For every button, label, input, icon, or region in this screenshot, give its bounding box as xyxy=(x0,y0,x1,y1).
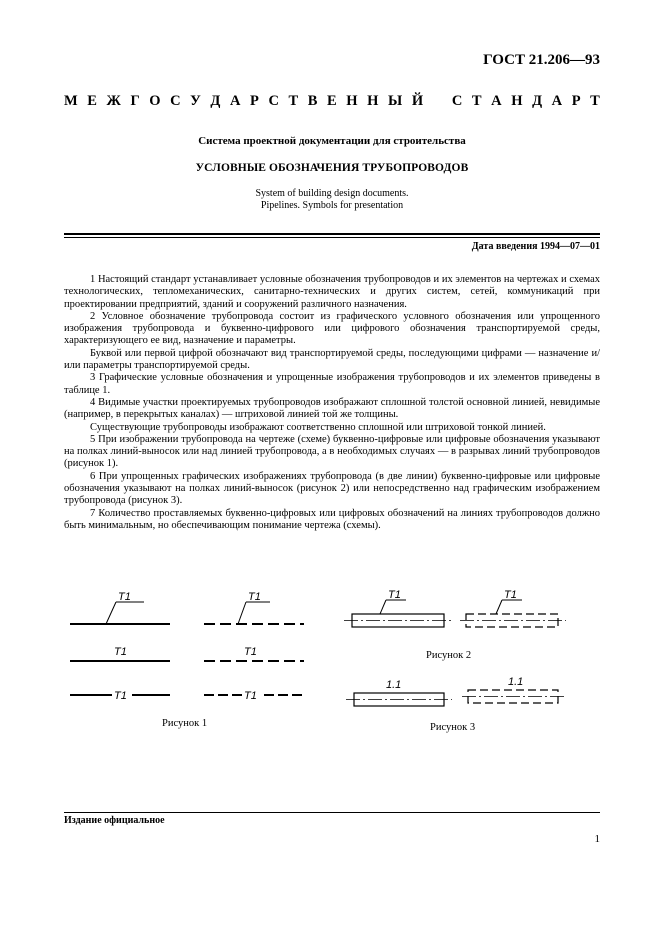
fig1-solid-pipe-leader xyxy=(70,591,170,624)
banner-letter: Ж xyxy=(106,93,121,109)
paragraph: 4 Видимые участки проектируемых трубопроводов изображают сплошной толстой основной линией, невидимые (например, в перекрытых каналах) — штриховой линией той же толщины. xyxy=(64,396,600,421)
fig3-caption: Рисунок 3 xyxy=(430,722,476,733)
banner-letter: Н xyxy=(367,93,379,109)
fig3-label: 1.1 xyxy=(386,679,402,691)
fig2-caption: Рисунок 2 xyxy=(426,650,472,661)
fig3-dashed-double-pipe xyxy=(462,676,566,703)
title-divider-thin xyxy=(64,237,600,238)
banner-letter: Е xyxy=(87,93,97,109)
english-title-line-2: Pipelines. Symbols for presentation xyxy=(260,200,404,211)
fig1-dashed-pipe-over xyxy=(204,646,304,661)
banner-letter: Д xyxy=(532,93,543,109)
banner-letter: В xyxy=(307,93,318,109)
fig1-dashed-pipe-leader xyxy=(204,591,304,624)
banner-letter: Г xyxy=(130,93,140,109)
banner-letter: Т xyxy=(471,93,482,109)
english-title-line-1: System of building design documents. xyxy=(255,188,409,199)
document-title: УСЛОВНЫЕ ОБОЗНАЧЕНИЯ ТРУБОПРОВОДОВ xyxy=(195,162,469,174)
paragraph: Буквой или первой цифрой обозначают вид транспортируемой среды, последующими цифрами — назначение и/или параметры транспортируемой среды. xyxy=(64,347,600,372)
banner-letter: У xyxy=(190,93,201,109)
effective-date: Дата введения 1994—07—01 xyxy=(471,241,600,252)
standard-banner xyxy=(64,93,600,110)
paragraph: 1 Настоящий стандарт устанавливает условные обозначения трубопроводов и их элементов на чертежах и схемах технологических, тепломеханических, санитарно-технических и других систем, сетей, коммуникаций при проектировании предприятий, зданий и сооружений различного назначения. xyxy=(64,274,600,310)
banner-letter: С xyxy=(451,93,463,109)
banner-letter: Н xyxy=(511,93,523,109)
banner-letter: А xyxy=(491,93,502,109)
banner-letter: Т xyxy=(590,93,600,109)
standard-code: ГОСТ 21.206—93 xyxy=(483,52,600,68)
page-number: 1 xyxy=(594,833,600,845)
fig1-dashed-pipe-break xyxy=(204,690,304,702)
fig1-label: Т1 xyxy=(114,646,127,658)
fig1-label: Т1 xyxy=(118,591,131,603)
system-title: Система проектной документации для строительства xyxy=(198,135,466,147)
banner-letter: Н xyxy=(346,93,358,109)
paragraph: Существующие трубопроводы изображают соответственно сплошной или штриховой тонкой линией. xyxy=(90,421,546,433)
fig1-label: Т1 xyxy=(244,646,257,658)
banner-letter: Т xyxy=(288,93,299,109)
fig2-dashed-double-pipe xyxy=(460,589,566,627)
banner-letter: О xyxy=(149,93,161,109)
fig2-label: Т1 xyxy=(388,589,401,601)
fig3-solid-double-pipe xyxy=(346,679,452,706)
banner-letter: С xyxy=(170,93,181,109)
banner-letter: А xyxy=(229,93,241,109)
fig1-label: Т1 xyxy=(248,591,261,603)
banner-letter: Р xyxy=(250,93,259,109)
fig3-label: 1.1 xyxy=(508,676,524,688)
fig1-solid-pipe-break xyxy=(70,690,170,702)
fig2-solid-double-pipe xyxy=(344,589,452,627)
paragraph: 7 Количество проставляемых буквенно-цифровых или цифровых обозначений на линиях трубопроводов должно быть минимальным, но обеспечивающим понимание чертежа (схемы). xyxy=(64,507,600,531)
title-divider-thick xyxy=(64,233,600,235)
footer-divider xyxy=(64,812,600,813)
body-text xyxy=(64,274,600,532)
banner-letter: Й xyxy=(411,93,424,109)
banner-letter: Р xyxy=(571,93,581,109)
fig2-label: Т1 xyxy=(504,589,517,601)
fig1-solid-pipe-over xyxy=(70,646,170,661)
paragraph: 3 Графические условные обозначения и упрощенные изображения трубопроводов и их элементов приведены в таблице 1. xyxy=(64,372,600,396)
figures-area xyxy=(64,586,600,756)
banner-letter: Е xyxy=(327,93,337,109)
fig1-caption: Рисунок 1 xyxy=(162,718,208,729)
official-edition-note: Издание официальное xyxy=(64,815,165,826)
banner-letter: А xyxy=(551,93,563,109)
paragraph: 5 При изображении трубопровода на чертеже (схеме) буквенно-цифровые или цифровые обозначения указывают на полках линий-выносок или над линией трубопровода, а в необходимых случаях — в разрывах линий трубопроводов (рисунок 1). xyxy=(64,433,600,470)
fig1-label: Т1 xyxy=(114,690,127,702)
banner-letter: М xyxy=(64,93,78,109)
banner-letter: С xyxy=(268,93,279,109)
banner-letter: Д xyxy=(210,93,221,109)
paragraph: 6 При упрощенных графических изображениях трубопровода (в две линии) буквенно-цифровые или цифровые обозначения указывают на полках линий-выносок (рисунок 2) или непосредственно над графическим изображением трубопровода (рисунок 3). xyxy=(64,470,600,507)
banner-letter: Ы xyxy=(388,93,403,109)
fig1-label: Т1 xyxy=(244,690,257,702)
paragraph: 2 Условное обозначение трубопровода состоит из графического условного обозначения или упрощенного изображения трубопровода и буквенно-цифрового или цифрового обозначения транспортируемой среды, характеризующего ее вид, назначение и параметры. xyxy=(64,310,600,347)
